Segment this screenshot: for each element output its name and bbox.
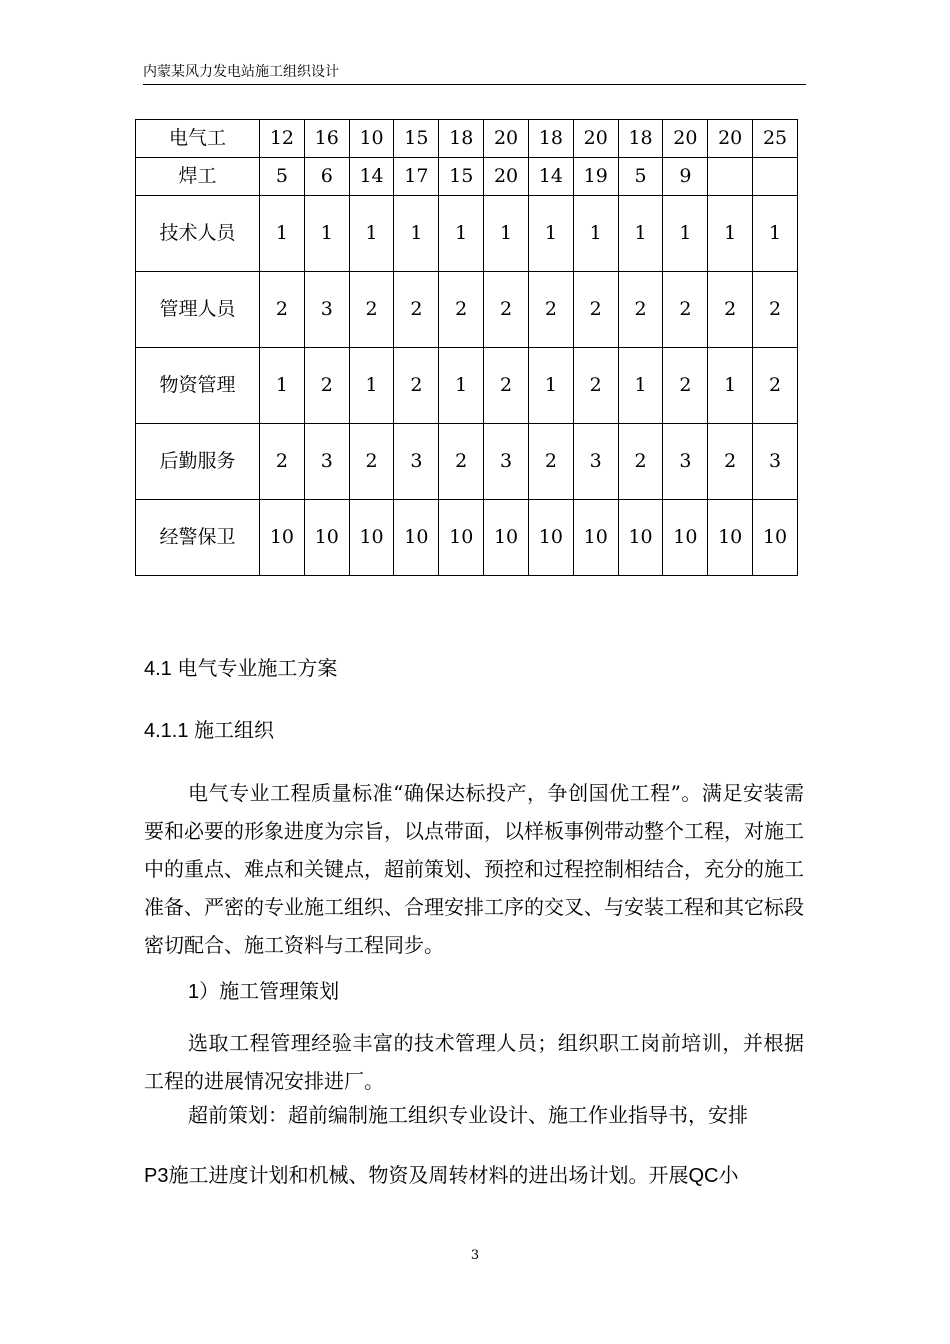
table-cell: 10 [349,500,394,576]
table-cell: 1 [663,196,708,272]
table-cell: 1 [573,196,618,272]
page-header [143,64,806,85]
list-item-text: 施工管理策划 [219,979,340,1003]
table-cell: 15 [394,120,439,158]
table-cell: 1 [618,348,663,424]
table-cell: 1 [304,196,349,272]
p3-text: 施工进度计划和机械、物资及周转材料的进出场计划。开展 [168,1163,689,1187]
table-cell: 17 [394,158,439,196]
p3-label: P3 [144,1165,169,1187]
table-cell: 10 [349,120,394,158]
table-cell: 10 [260,500,305,576]
table-cell: 1 [708,196,753,272]
paragraph-advance-planning-line1: 超前策划：超前编制施工组织专业设计、施工作业指导书，安排 [188,1103,748,1127]
table-cell: 2 [708,272,753,348]
table-cell [753,158,798,196]
table-cell: 2 [528,424,573,500]
page-number: 3 [470,1248,480,1263]
table-cell: 18 [528,120,573,158]
table-cell: 2 [663,348,708,424]
table-cell: 1 [439,348,484,424]
table-cell: 10 [663,500,708,576]
table-cell: 1 [260,348,305,424]
table-cell: 20 [484,120,529,158]
table-cell: 16 [304,120,349,158]
table-cell: 2 [349,424,394,500]
table-cell: 2 [753,272,798,348]
table-cell: 20 [708,120,753,158]
table-cell: 10 [573,500,618,576]
table-cell: 18 [618,120,663,158]
table-cell: 2 [618,424,663,500]
row-label: 电气工 [136,120,260,158]
table-cell: 2 [708,424,753,500]
table-cell: 1 [439,196,484,272]
table-cell: 2 [573,272,618,348]
row-label: 经警保卫 [136,500,260,576]
p3-tail: 小 [718,1163,739,1187]
table-cell: 2 [260,424,305,500]
table-cell: 2 [439,272,484,348]
table-cell: 1 [394,196,439,272]
table-row [136,424,798,500]
table-cell: 10 [304,500,349,576]
table-cell: 1 [708,348,753,424]
table-cell: 2 [753,348,798,424]
table-cell: 20 [573,120,618,158]
table-cell: 1 [618,196,663,272]
table-cell: 6 [304,158,349,196]
paragraph-quality-standard: 电气专业工程质量标准“确保达标投产，争创国优工程”。满足安装需要和必要的形象进度为宗旨，以点带面，以样板事例带动整个工程，对施工中的重点、难点和关键点，超前策划、预控和过程控制相结合，充分的施工准备、严密的专业施工组织、合理安排工序的交叉、与安装工程和其它标段密切配合、施工资料与工程同步。 [144,781,804,957]
table-cell: 1 [484,196,529,272]
table-cell: 25 [753,120,798,158]
table-cell: 5 [260,158,305,196]
table-row [136,120,798,158]
list-item-management-planning [188,979,339,1004]
table-cell: 1 [528,196,573,272]
qc-label: QC [688,1165,719,1187]
table-cell: 2 [573,348,618,424]
table-cell: 3 [304,424,349,500]
paragraph-staff-selection: 选取工程管理经验丰富的技术管理人员；组织职工岗前培训，并根据工程的进展情况安排进厂。 [144,1031,804,1093]
table-cell: 3 [394,424,439,500]
table-row [136,272,798,348]
table-cell: 1 [349,196,394,272]
header-title: 内蒙某风力发电站施工组织设计 [143,64,339,80]
list-item-number: 1） [188,981,220,1003]
row-label: 技术人员 [136,196,260,272]
table-cell: 3 [573,424,618,500]
table-cell: 2 [394,272,439,348]
table-cell [708,158,753,196]
row-label: 管理人员 [136,272,260,348]
table-cell: 2 [484,272,529,348]
table-cell: 20 [484,158,529,196]
table-cell: 10 [528,500,573,576]
row-label: 物资管理 [136,348,260,424]
table-cell: 1 [753,196,798,272]
table-cell: 2 [349,272,394,348]
table-cell: 1 [528,348,573,424]
table-cell: 2 [394,348,439,424]
table-cell: 14 [349,158,394,196]
table-cell: 10 [439,500,484,576]
row-label: 后勤服务 [136,424,260,500]
section-heading-4-1: 4.1 电气专业施工方案 [144,658,338,680]
table-cell: 1 [349,348,394,424]
table-cell: 5 [618,158,663,196]
table-cell: 10 [394,500,439,576]
table-cell: 2 [439,424,484,500]
table-row [136,348,798,424]
table-cell: 1 [260,196,305,272]
table-cell: 2 [484,348,529,424]
table-cell: 10 [484,500,529,576]
table-cell: 14 [528,158,573,196]
paragraph-advance-planning-line2 [144,1163,738,1188]
staff-table [135,119,798,576]
table-cell: 20 [663,120,708,158]
table-cell: 9 [663,158,708,196]
table-row [136,196,798,272]
table-cell: 2 [663,272,708,348]
table-cell: 10 [753,500,798,576]
table-cell: 2 [618,272,663,348]
table-cell: 10 [618,500,663,576]
table-cell: 3 [663,424,708,500]
table-cell: 2 [528,272,573,348]
table-cell: 3 [304,272,349,348]
table-cell: 19 [573,158,618,196]
section-heading-4-1-1: 4.1.1 施工组织 [144,720,275,742]
table-cell: 18 [439,120,484,158]
table-cell: 2 [304,348,349,424]
row-label: 焊工 [136,158,260,196]
table-cell: 2 [260,272,305,348]
table-cell: 10 [708,500,753,576]
table-row [136,500,798,576]
table-cell: 3 [484,424,529,500]
table-cell: 3 [753,424,798,500]
table-row [136,158,798,196]
table-cell: 12 [260,120,305,158]
table-cell: 15 [439,158,484,196]
